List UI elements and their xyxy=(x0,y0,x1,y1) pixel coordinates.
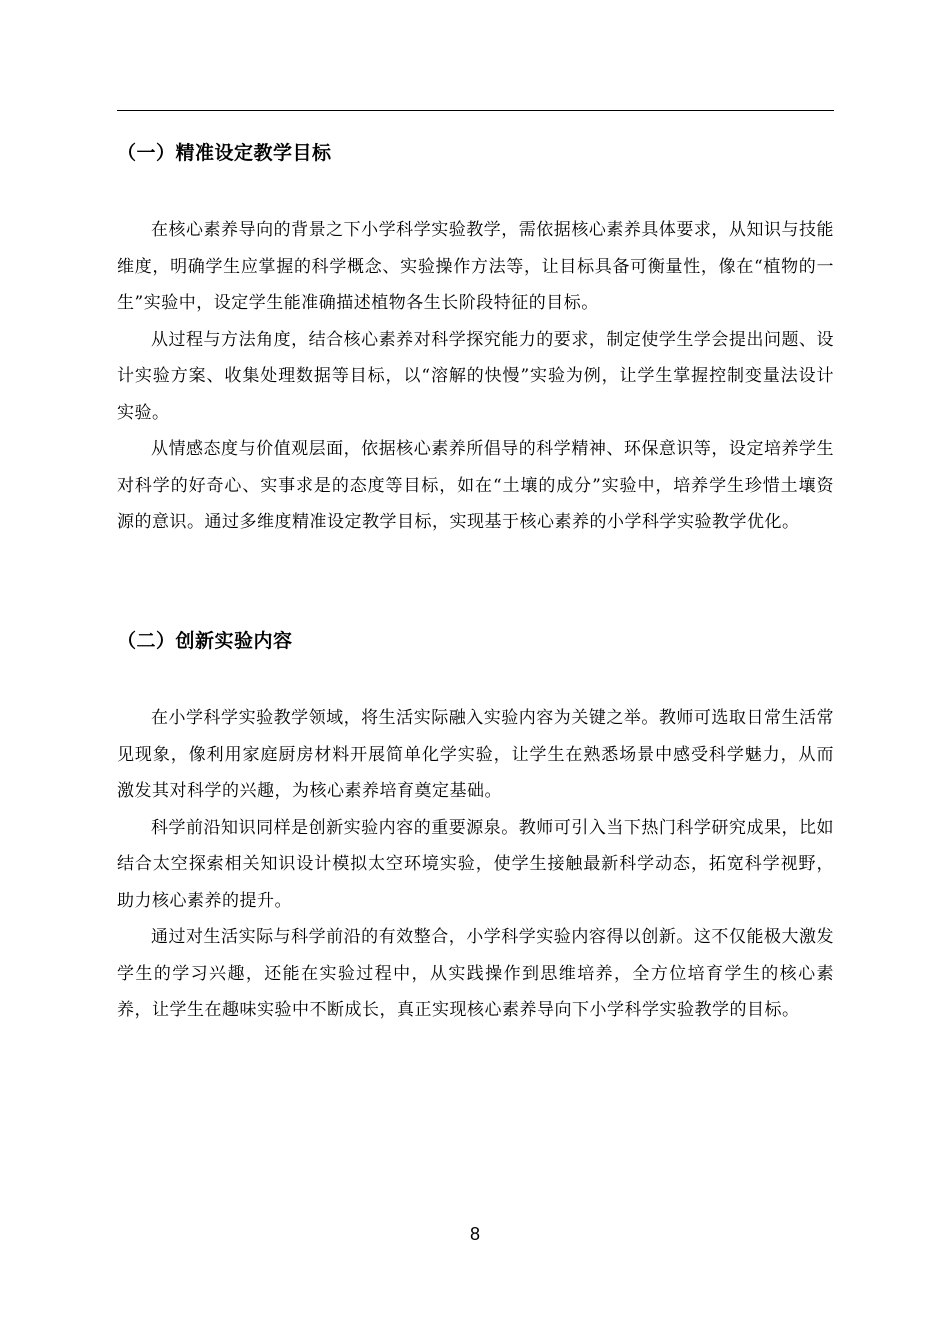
paragraph: 通过对生活实际与科学前沿的有效整合，小学科学实验内容得以创新。这不仅能极大激发学生的学习兴趣，还能在实验过程中，从实践操作到思维培养，全方位培育学生的核心素养，让学生在趣味实验中不断成长，真正实现核心素养导向下小学科学实验教学的目标。 xyxy=(117,927,834,1020)
section-body xyxy=(117,212,834,541)
section-heading: （二）创新实验内容 xyxy=(117,630,293,652)
paragraph: 从过程与方法角度，结合核心素养对科学探究能力的要求，制定使学生学会提出问题、设计实验方案、收集处理数据等目标，以“溶解的快慢”实验为例，让学生掌握控制变量法设计实验。 xyxy=(117,329,834,423)
section-teaching-goals xyxy=(117,136,834,541)
paragraph: 在小学科学实验教学领域，将生活实际融入实验内容为关键之举。教师可选取日常生活常见现象，像利用家庭厨房材料开展简单化学实验，让学生在熟悉场景中感受科学魅力，从而激发其对科学的兴趣，为核心素养培育奠定基础。 xyxy=(117,708,834,801)
header-rule xyxy=(117,110,834,111)
paragraph: 科学前沿知识同样是创新实验内容的重要源泉。教师可引入当下热门科学研究成果，比如结合太空探索相关知识设计模拟太空环境实验，使学生接触最新科学动态，拓宽科学视野，助力核心素养的提升。 xyxy=(117,817,834,911)
section-heading: （一）精准设定教学目标 xyxy=(117,142,332,164)
section-body xyxy=(117,700,834,1029)
section-experiment-content xyxy=(117,624,834,1029)
paragraph: 在核心素养导向的背景之下小学科学实验教学，需依据核心素养具体要求，从知识与技能维度，明确学生应掌握的科学概念、实验操作方法等，让目标具备可衡量性，像在“植物的一生”实验中，设定学生能准确描述植物各生长阶段特征的目标。 xyxy=(117,220,834,313)
page-number: 8 xyxy=(469,1224,480,1244)
paragraph: 从情感态度与价值观层面，依据核心素养所倡导的科学精神、环保意识等，设定培养学生对科学的好奇心、实事求是的态度等目标，如在“土壤的成分”实验中，培养学生珍惜土壤资源的意识。通过多维度精准设定教学目标，实现基于核心素养的小学科学实验教学优化。 xyxy=(117,439,834,532)
